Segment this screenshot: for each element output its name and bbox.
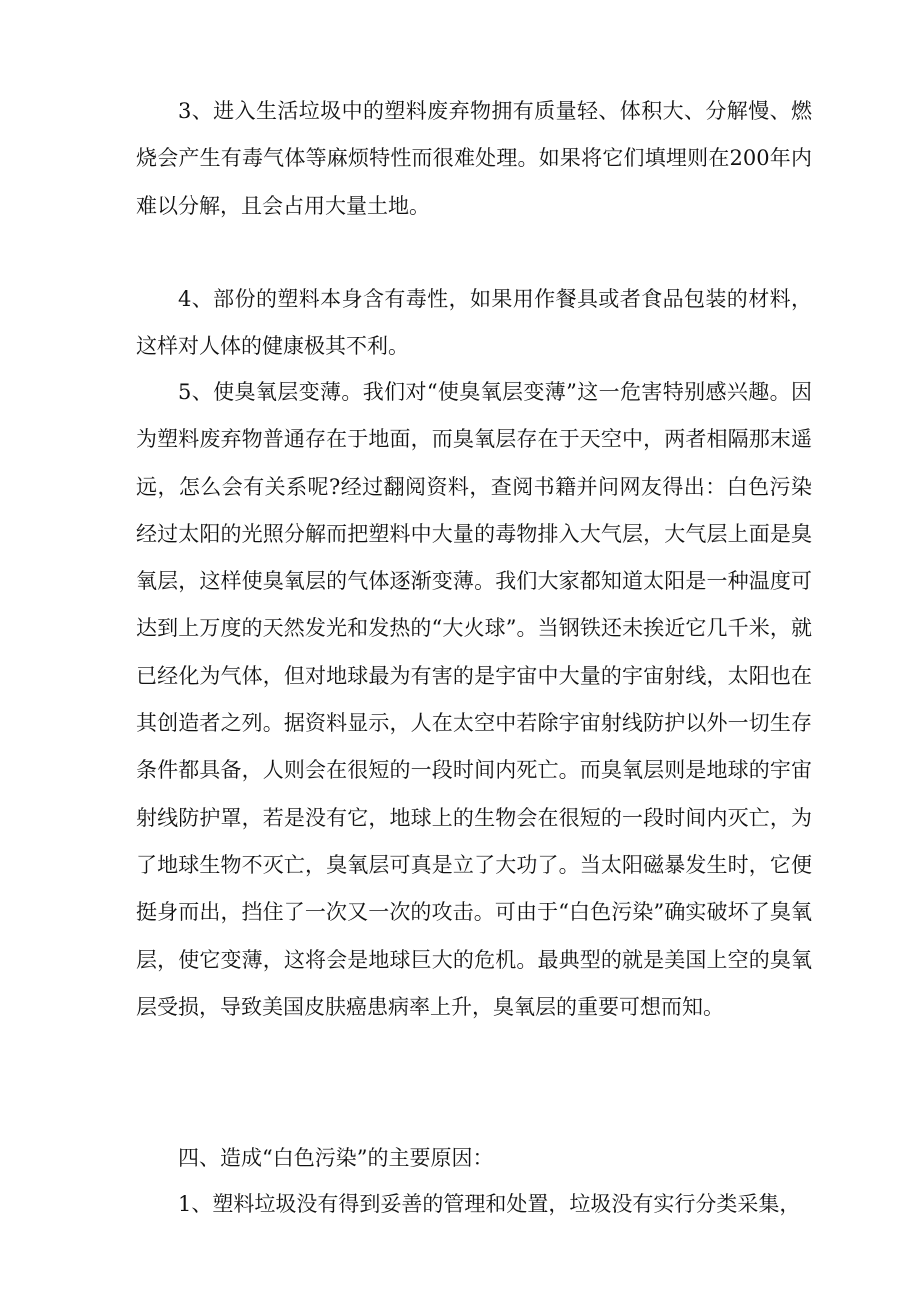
section-heading-main-causes: 四、造成“白色污染”的主要原因：	[178, 1146, 494, 1170]
paragraph-plastic-toxicity: 4、部份的塑料本身含有毒性，如果用作餐具或者食品包装的材料，这样对人体的健康极其不利。	[136, 287, 812, 359]
paragraph-waste-management: 1、塑料垃圾没有得到妥善的管理和处置，垃圾没有实行分类采集，	[178, 1192, 801, 1216]
paragraph-ozone-layer-thinning: 5、使臭氧层变薄。我们对“使臭氧层变薄”这一危害特别感兴趣。因为塑料废弃物普通存在于地面，而臭氧层存在于天空中，两者相隔那末遥远，怎么会有关系呢?经过翻阅资料，查阅书籍并问网友得出：白色污染经过太阳的光照分解而把塑料中大量的毒物排入大气层，大气层上面是臭氧层，这样使臭氧层的气体逐渐变薄。我们大家都知道太阳是一种温度可达到上万度的天然发光和发热的“大火球”。当钢铁还未挨近它几千米，就已经化为气体，但对地球最为有害的是宇宙中大量的宇宙射线，太阳也在其创造者之列。据资料显示，人在太空中若除宇宙射线防护以外一切生存条件都具备，人则会在很短的一段时间内死亡。而臭氧层则是地球的宇宙射线防护罩，若是没有它，地球上的生物会在很短的一段时间内灭亡，为了地球生物不灭亡，臭氧层可真是立了大功了。当太阳磁暴发生时，它便挺身而出，挡住了一次又一次的攻击。可由于“白色污染”确实破坏了臭氧层，使它变薄，这将会是地球巨大的危机。最典型的就是美国上空的臭氧层受损，导致美国皮肤癌患病率上升，臭氧层的重要可想而知。	[136, 380, 812, 1019]
paragraph-plastic-waste-properties: 3、进入生活垃圾中的塑料废弃物拥有质量轻、体积大、分解慢、燃烧会产生有毒气体等麻烦特性而很难处理。如果将它们填埋则在200年内难以分解，且会占用大量土地。	[136, 99, 812, 218]
